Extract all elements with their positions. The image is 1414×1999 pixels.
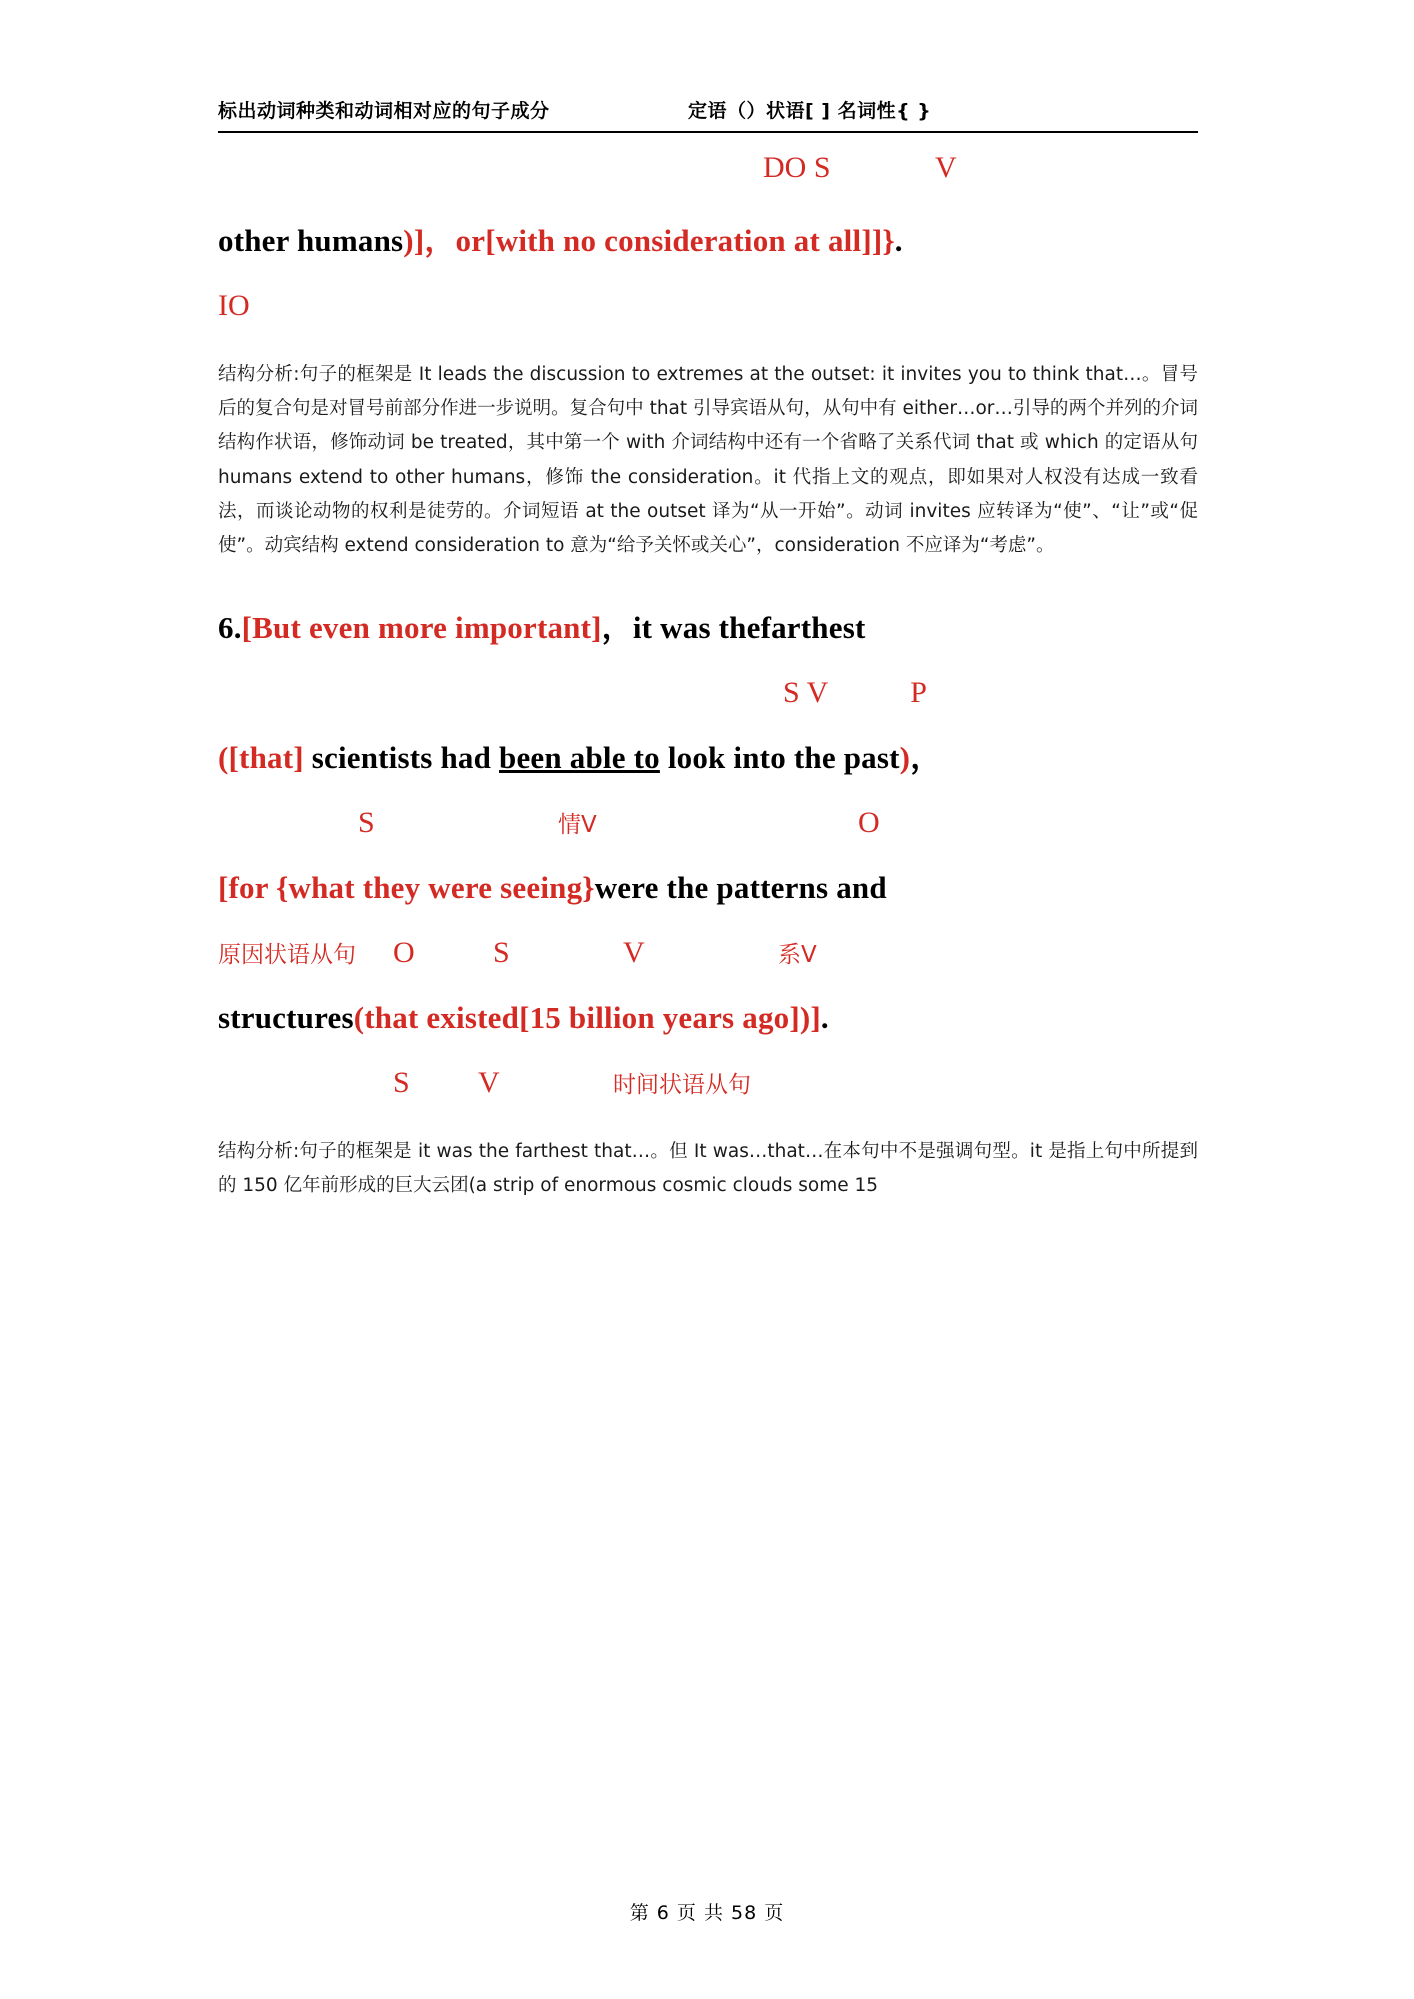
- annotation-cause-clause: 原因状语从句: [218, 941, 356, 968]
- sentence-2-part-b: ，it was thefarthest: [601, 610, 866, 646]
- annotation-row-6: [218, 1065, 1198, 1101]
- sentence-3-part-d: been able to: [499, 740, 660, 775]
- sentence-1-part-c: with no consideration at all: [495, 223, 862, 258]
- page-number-label: 第 6 页 共 58 页: [629, 1902, 785, 1924]
- sentence-line-5: [218, 997, 1198, 1039]
- sentence-5-part-e: .: [820, 999, 829, 1035]
- sentence-2-part-a: [But even more important]: [241, 610, 602, 646]
- sentence-5-part-c: [15 billion years ago]: [519, 999, 800, 1035]
- annotation-o-1: O: [858, 805, 880, 839]
- sentence-4-part-b: were the patterns and: [594, 869, 887, 905]
- annotation-row-1: [218, 150, 1198, 186]
- annotation-time-clause: 时间状语从句: [613, 1071, 751, 1098]
- annotation-s-v-p: S V P: [783, 676, 927, 709]
- sentence-3-part-a: (: [218, 740, 229, 775]
- sentence-3-part-e: look into the past: [659, 740, 900, 775]
- sentence-5-part-b: (that existed: [353, 999, 520, 1035]
- annotation-o-2: O: [393, 935, 415, 969]
- sentence-1-part-a: other humans: [218, 223, 404, 258]
- annotation-row-5: [218, 935, 1198, 971]
- page-footer: [0, 1898, 1414, 1925]
- annotation-s-3: S: [493, 935, 510, 969]
- annotation-v-1: V: [623, 935, 645, 969]
- page-content: [218, 150, 1198, 1203]
- page-header: [218, 96, 1198, 123]
- sentence-3-part-b: [that]: [228, 740, 304, 775]
- sentence-5-part-d: )]: [799, 999, 821, 1035]
- sentence-5-part-a: structures: [218, 999, 354, 1035]
- sentence-1-part-e: .: [894, 223, 903, 258]
- header-left-title: 标出动词种类和动词相对应的句子成分: [218, 100, 550, 122]
- structure-analysis-2: 结构分析:句子的框架是 it was the farthest that…。但 It was…that…在本句中不是强调句型。it 是指上句中所提到的 150 亿年前形成的巨大云团(a strip of enormous cosmic clouds some 15: [218, 1140, 1198, 1196]
- item-number-6: 6.: [218, 610, 242, 646]
- annotation-v-2: V: [478, 1065, 500, 1099]
- structure-analysis-1: 结构分析:句子的框架是 It leads the discussion to extremes at the outset: it invites you to think that…。冒号后的复合句是对冒号前部分作进一步说明。复合句中 that 引导宾语从句，从句中有 either…or…引导的两个并列的介词结构作状语，修饰动词 be treated，其中第一个 with 介词结构中还有一个省略了关系代词 that 或 which 的定语从句 humans extend to other humans，修饰 the consideration。it 代指上文的观点，即如果对人权没有达成一致看法，而谈论动物的权利是徒劳的。介词短语 at the outset 译为“从一开始”。动词 invites 应转译为“使”、“让”或“促使”。动宾结构 extend consideration to 意为“给予关怀或关心”，consideration 不应译为“考虑”。: [218, 363, 1198, 556]
- annotation-row-4: [218, 805, 1198, 841]
- annotation-linking-v: 系V: [778, 941, 817, 968]
- sentence-4-part-a: [for {what they were seeing}: [218, 869, 595, 905]
- annotation-s-4: S: [393, 1065, 410, 1099]
- annotation-s-2: S: [358, 805, 375, 839]
- sentence-1-part-d: ]]}: [861, 223, 895, 258]
- sentence-3-part-g: ，: [910, 740, 942, 775]
- annotation-modal-v: 情V: [558, 811, 597, 838]
- sentence-3-part-c: scientists had: [303, 740, 500, 775]
- sentence-3-part-f: ): [899, 740, 911, 775]
- header-right-title: 定语（）状语[ ] 名词性{ }: [688, 100, 932, 122]
- annotation-do-s-v: DO S V: [763, 151, 957, 184]
- sentence-line-3: [218, 737, 1198, 779]
- annotation-row-2: [218, 288, 1198, 324]
- sentence-line-1: [218, 220, 1198, 262]
- sentence-line-4: [218, 867, 1198, 909]
- sentence-1-part-b: )]，or[: [403, 223, 496, 258]
- annotation-row-3: [218, 675, 1198, 711]
- sentence-line-2: [218, 607, 1198, 649]
- header-divider: [218, 131, 1198, 133]
- annotation-io: IO: [218, 288, 250, 322]
